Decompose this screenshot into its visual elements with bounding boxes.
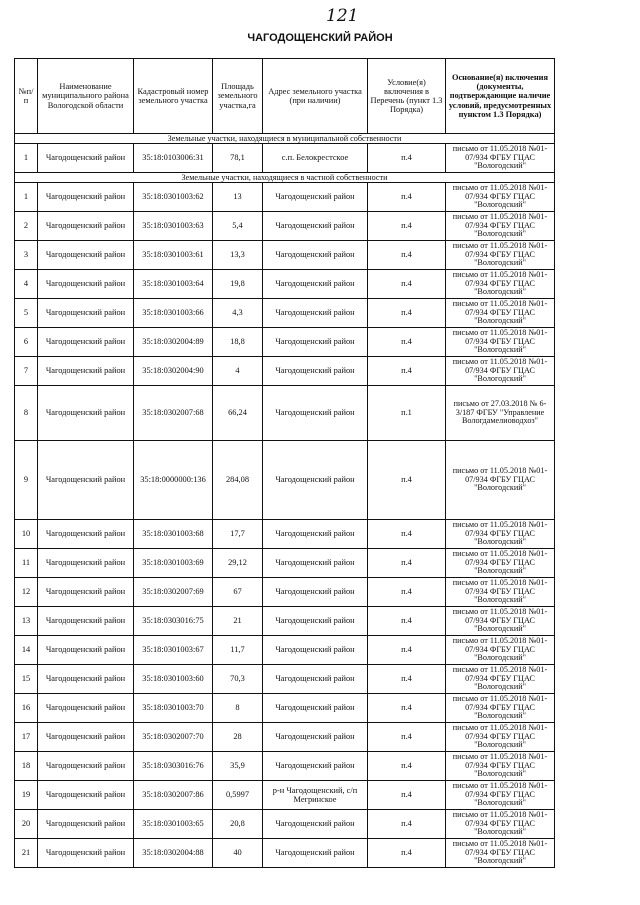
cell-condition: п.4: [368, 328, 446, 357]
table-row: [15, 299, 555, 328]
cell-cadastral: 35:18:0301003:64: [134, 270, 213, 299]
cell-area: 11,7: [213, 636, 263, 665]
cell-condition: п.4: [368, 810, 446, 839]
section-header-row: [15, 173, 555, 183]
cell-cadastral: 35:18:0301003:66: [134, 299, 213, 328]
table-row: [15, 270, 555, 299]
header-cadastral: Кадастровый номер земельного участка: [134, 59, 213, 134]
cell-num: 10: [15, 520, 38, 549]
table-row: [15, 357, 555, 386]
cell-area: 19,8: [213, 270, 263, 299]
cell-municipality: Чагодощенский район: [38, 694, 134, 723]
cell-basis: письмо от 11.05.2018 №01-07/934 ФГБУ ГЦАС "Вологодский": [446, 578, 555, 607]
cell-municipality: Чагодощенский район: [38, 665, 134, 694]
cell-basis: письмо от 11.05.2018 №01-07/934 ФГБУ ГЦАС "Вологодский": [446, 839, 555, 868]
cell-cadastral: 35:18:0301003:70: [134, 694, 213, 723]
cell-basis: письмо от 11.05.2018 №01-07/934 ФГБУ ГЦАС "Вологодский": [446, 144, 555, 173]
cell-municipality: Чагодощенский район: [38, 357, 134, 386]
table-body: [15, 134, 555, 868]
cell-municipality: Чагодощенский район: [38, 241, 134, 270]
cell-num: 2: [15, 212, 38, 241]
page-number: 121: [326, 6, 359, 26]
cell-condition: п.4: [368, 665, 446, 694]
cell-basis: письмо от 11.05.2018 №01-07/934 ФГБУ ГЦАС "Вологодский": [446, 299, 555, 328]
cell-area: 78,1: [213, 144, 263, 173]
cell-cadastral: 35:18:0301003:68: [134, 520, 213, 549]
cell-address: Чагодощенский район: [263, 386, 368, 441]
cell-cadastral: 35:18:0302007:86: [134, 781, 213, 810]
cell-basis: письмо от 11.05.2018 №01-07/934 ФГБУ ГЦАС "Вологодский": [446, 270, 555, 299]
cell-municipality: Чагодощенский район: [38, 636, 134, 665]
cell-condition: п.4: [368, 212, 446, 241]
cell-condition: п.1: [368, 386, 446, 441]
cell-municipality: Чагодощенский район: [38, 270, 134, 299]
table-row: [15, 607, 555, 636]
table-row: [15, 578, 555, 607]
cell-area: 17,7: [213, 520, 263, 549]
cell-condition: п.4: [368, 781, 446, 810]
cell-municipality: Чагодощенский район: [38, 386, 134, 441]
cell-municipality: Чагодощенский район: [38, 781, 134, 810]
cell-address: Чагодощенский район: [263, 810, 368, 839]
cell-address: Чагодощенский район: [263, 270, 368, 299]
header-condition: Условие(я) включения в Перечень (пункт 1.3 Порядка): [368, 59, 446, 134]
table-row: [15, 723, 555, 752]
header-num: №п/п: [15, 59, 38, 134]
cell-cadastral: 35:18:0301003:62: [134, 183, 213, 212]
cell-num: 7: [15, 357, 38, 386]
cell-cadastral: 35:18:0301003:63: [134, 212, 213, 241]
header-basis: Основание(я) включения (документы, подтверждающие наличие условий, предусмотренных пунктом 1.3 Порядка): [446, 59, 555, 134]
cell-area: 35,9: [213, 752, 263, 781]
cell-condition: п.4: [368, 578, 446, 607]
cell-condition: п.4: [368, 839, 446, 868]
cell-address: Чагодощенский район: [263, 441, 368, 520]
cell-num: 4: [15, 270, 38, 299]
document-title: ЧАГОДОЩЕНСКИЙ РАЙОН: [247, 32, 393, 44]
cell-municipality: Чагодощенский район: [38, 144, 134, 173]
cell-address: Чагодощенский район: [263, 183, 368, 212]
cell-area: 70,3: [213, 665, 263, 694]
cell-address: Чагодощенский район: [263, 212, 368, 241]
cell-basis: письмо от 11.05.2018 №01-07/934 ФГБУ ГЦАС "Вологодский": [446, 665, 555, 694]
cell-num: 18: [15, 752, 38, 781]
cell-num: 13: [15, 607, 38, 636]
cell-municipality: Чагодощенский район: [38, 212, 134, 241]
cell-num: 9: [15, 441, 38, 520]
cell-municipality: Чагодощенский район: [38, 328, 134, 357]
section-header-row: [15, 134, 555, 144]
table-row: [15, 144, 555, 173]
cell-basis: письмо от 11.05.2018 №01-07/934 ФГБУ ГЦАС "Вологодский": [446, 549, 555, 578]
header-area: Площадь земельного участка,га: [213, 59, 263, 134]
cell-area: 13: [213, 183, 263, 212]
cell-condition: п.4: [368, 723, 446, 752]
cell-area: 0,5997: [213, 781, 263, 810]
cell-area: 284,08: [213, 441, 263, 520]
cell-area: 28: [213, 723, 263, 752]
cell-condition: п.4: [368, 144, 446, 173]
cell-basis: письмо от 11.05.2018 №01-07/934 ФГБУ ГЦАС "Вологодский": [446, 241, 555, 270]
cell-address: Чагодощенский район: [263, 723, 368, 752]
cell-address: Чагодощенский район: [263, 328, 368, 357]
cell-basis: письмо от 11.05.2018 №01-07/934 ФГБУ ГЦАС "Вологодский": [446, 781, 555, 810]
cell-address: Чагодощенский район: [263, 752, 368, 781]
cell-condition: п.4: [368, 183, 446, 212]
cell-address: Чагодощенский район: [263, 607, 368, 636]
section-title: Земельные участки, находящиеся в муниципальной собственности: [15, 134, 555, 144]
table-row: [15, 441, 555, 520]
cell-condition: п.4: [368, 520, 446, 549]
cell-area: 67: [213, 578, 263, 607]
cell-condition: п.4: [368, 299, 446, 328]
cell-cadastral: 35:18:0301003:65: [134, 810, 213, 839]
table-row: [15, 636, 555, 665]
table-row: [15, 752, 555, 781]
cell-municipality: Чагодощенский район: [38, 299, 134, 328]
cell-municipality: Чагодощенский район: [38, 752, 134, 781]
table-row: [15, 839, 555, 868]
cell-basis: письмо от 11.05.2018 №01-07/934 ФГБУ ГЦАС "Вологодский": [446, 694, 555, 723]
cell-num: 17: [15, 723, 38, 752]
cell-num: 11: [15, 549, 38, 578]
cell-num: 1: [15, 183, 38, 212]
cell-basis: письмо от 11.05.2018 №01-07/934 ФГБУ ГЦАС "Вологодский": [446, 810, 555, 839]
table-row: [15, 328, 555, 357]
cell-num: 19: [15, 781, 38, 810]
table-row: [15, 549, 555, 578]
cell-num: 15: [15, 665, 38, 694]
cell-area: 29,12: [213, 549, 263, 578]
cell-condition: п.4: [368, 549, 446, 578]
cell-condition: п.4: [368, 270, 446, 299]
cell-condition: п.4: [368, 357, 446, 386]
cell-cadastral: 35:18:0302004:90: [134, 357, 213, 386]
header-municipality: Наименование муниципального района Вологодской области: [38, 59, 134, 134]
cell-cadastral: 35:18:0302007:69: [134, 578, 213, 607]
cell-basis: письмо от 11.05.2018 №01-07/934 ФГБУ ГЦАС "Вологодский": [446, 520, 555, 549]
section-title: Земельные участки, находящиеся в частной собственности: [15, 173, 555, 183]
cell-municipality: Чагодощенский район: [38, 520, 134, 549]
cell-cadastral: 35:18:0303016:76: [134, 752, 213, 781]
cell-num: 14: [15, 636, 38, 665]
cell-cadastral: 35:18:0301003:67: [134, 636, 213, 665]
table-row: [15, 212, 555, 241]
cell-area: 20,8: [213, 810, 263, 839]
cell-address: Чагодощенский район: [263, 665, 368, 694]
cell-cadastral: 35:18:0103006:31: [134, 144, 213, 173]
cell-cadastral: 35:18:0303016:75: [134, 607, 213, 636]
table-row: [15, 694, 555, 723]
table-row: [15, 386, 555, 441]
cell-num: 5: [15, 299, 38, 328]
cell-cadastral: 35:18:0301003:69: [134, 549, 213, 578]
cell-basis: письмо от 11.05.2018 №01-07/934 ФГБУ ГЦАС "Вологодский": [446, 723, 555, 752]
cell-num: 21: [15, 839, 38, 868]
cell-num: 6: [15, 328, 38, 357]
cell-address: Чагодощенский район: [263, 636, 368, 665]
table-row: [15, 781, 555, 810]
cell-address: Чагодощенский район: [263, 299, 368, 328]
cell-basis: письмо от 27.03.2018 № 6-3/187 ФГБУ "Управление Вологдамелиоводхоз": [446, 386, 555, 441]
cell-area: 66,24: [213, 386, 263, 441]
cell-num: 12: [15, 578, 38, 607]
cell-cadastral: 35:18:0301003:60: [134, 665, 213, 694]
cell-address: Чагодощенский район: [263, 839, 368, 868]
cell-address: Чагодощенский район: [263, 241, 368, 270]
cell-address: Чагодощенский район: [263, 357, 368, 386]
cell-num: 3: [15, 241, 38, 270]
cell-basis: письмо от 11.05.2018 №01-07/934 ФГБУ ГЦАС "Вологодский": [446, 752, 555, 781]
cell-basis: письмо от 11.05.2018 №01-07/934 ФГБУ ГЦАС "Вологодский": [446, 607, 555, 636]
cell-num: 16: [15, 694, 38, 723]
table-row: [15, 520, 555, 549]
cell-num: 1: [15, 144, 38, 173]
land-plots-table: [14, 58, 555, 868]
cell-municipality: Чагодощенский район: [38, 810, 134, 839]
cell-basis: письмо от 11.05.2018 №01-07/934 ФГБУ ГЦАС "Вологодский": [446, 636, 555, 665]
cell-area: 13,3: [213, 241, 263, 270]
table-row: [15, 183, 555, 212]
cell-address: Чагодощенский район: [263, 549, 368, 578]
cell-area: 40: [213, 839, 263, 868]
cell-condition: п.4: [368, 636, 446, 665]
cell-address: Чагодощенский район: [263, 694, 368, 723]
cell-basis: письмо от 11.05.2018 №01-07/934 ФГБУ ГЦАС "Вологодский": [446, 212, 555, 241]
cell-cadastral: 35:18:0302007:70: [134, 723, 213, 752]
cell-area: 4,3: [213, 299, 263, 328]
cell-address: Чагодощенский район: [263, 520, 368, 549]
cell-municipality: Чагодощенский район: [38, 578, 134, 607]
cell-area: 21: [213, 607, 263, 636]
table-row: [15, 241, 555, 270]
cell-basis: письмо от 11.05.2018 №01-07/934 ФГБУ ГЦАС "Вологодский": [446, 183, 555, 212]
cell-municipality: Чагодощенский район: [38, 839, 134, 868]
cell-address: с.п. Белокрестское: [263, 144, 368, 173]
cell-condition: п.4: [368, 441, 446, 520]
cell-area: 8: [213, 694, 263, 723]
cell-address: р-н Чагодощенский, с/п Мегринское: [263, 781, 368, 810]
cell-cadastral: 35:18:0302004:88: [134, 839, 213, 868]
cell-cadastral: 35:18:0302004:89: [134, 328, 213, 357]
cell-condition: п.4: [368, 752, 446, 781]
cell-num: 20: [15, 810, 38, 839]
cell-address: Чагодощенский район: [263, 578, 368, 607]
cell-municipality: Чагодощенский район: [38, 441, 134, 520]
table-row: [15, 665, 555, 694]
cell-num: 8: [15, 386, 38, 441]
cell-condition: п.4: [368, 607, 446, 636]
table-header-row: [15, 59, 555, 134]
cell-area: 4: [213, 357, 263, 386]
cell-basis: письмо от 11.05.2018 №01-07/934 ФГБУ ГЦАС "Вологодский": [446, 357, 555, 386]
cell-cadastral: 35:18:0000000:136: [134, 441, 213, 520]
cell-municipality: Чагодощенский район: [38, 549, 134, 578]
cell-area: 18,8: [213, 328, 263, 357]
cell-area: 5,4: [213, 212, 263, 241]
table-row: [15, 810, 555, 839]
cell-municipality: Чагодощенский район: [38, 607, 134, 636]
cell-condition: п.4: [368, 241, 446, 270]
cell-basis: письмо от 11.05.2018 №01-07/934 ФГБУ ГЦАС "Вологодский": [446, 328, 555, 357]
cell-cadastral: 35:18:0301003:61: [134, 241, 213, 270]
cell-municipality: Чагодощенский район: [38, 723, 134, 752]
cell-cadastral: 35:18:0302007:68: [134, 386, 213, 441]
cell-condition: п.4: [368, 694, 446, 723]
cell-basis: письмо от 11.05.2018 №01-07/934 ФГБУ ГЦАС "Вологодский": [446, 441, 555, 520]
header-address: Адрес земельного участка (при наличии): [263, 59, 368, 134]
cell-municipality: Чагодощенский район: [38, 183, 134, 212]
